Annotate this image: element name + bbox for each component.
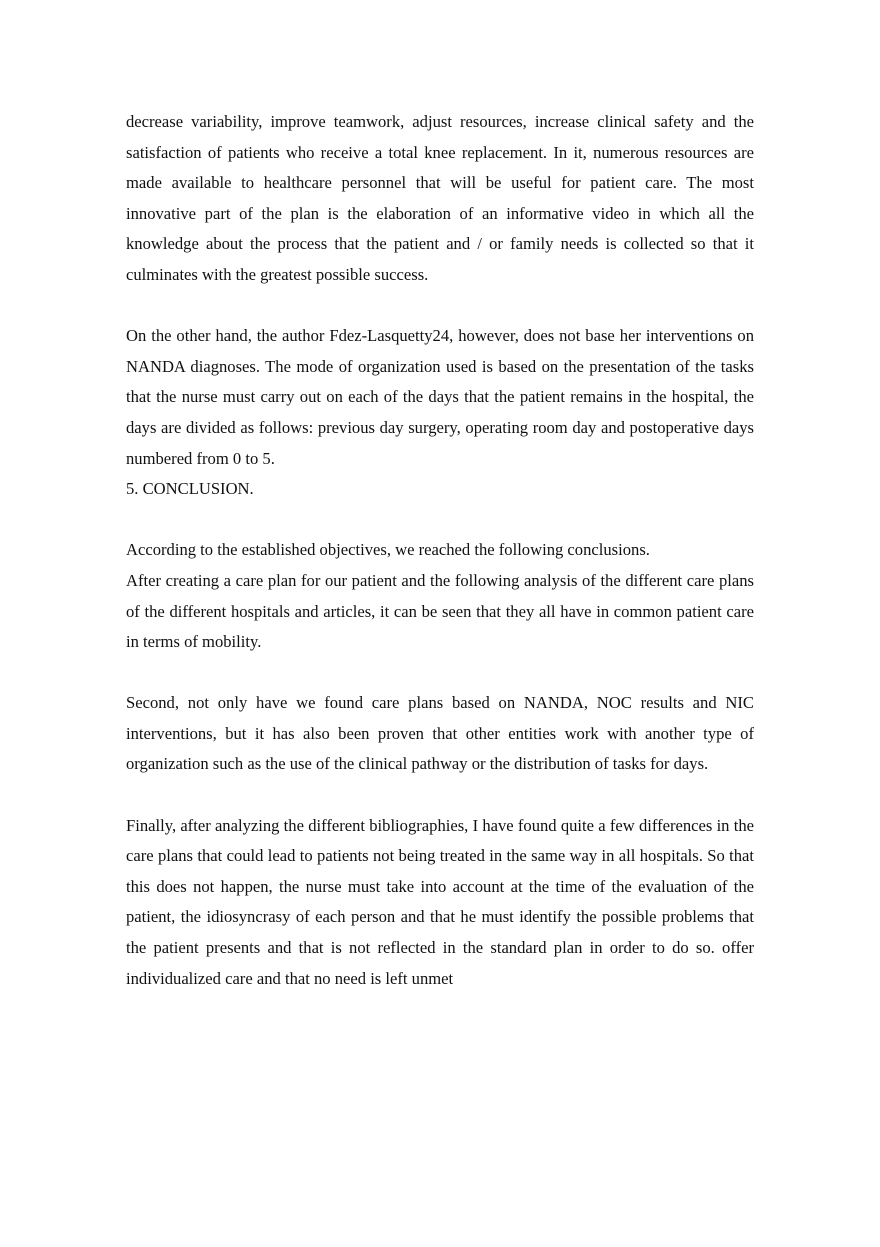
paragraph-fdez-lasquetty: On the other hand, the author Fdez-Lasquetty24, however, does not base her interventions on NANDA diagnoses. The mode of organization used is based on the presentation of the tasks that the nurse must carry out on each of the days that the patient remains in the hospital, the days are divided as follows: previous day surgery, operating room day and postoperative days numbered from 0 to 5. bbox=[126, 326, 754, 468]
paragraph-conclusions-intro: According to the established objectives, we reached the following conclusions. bbox=[126, 540, 650, 560]
paragraph-final-conclusion: Finally, after analyzing the different bibliographies, I have found quite a few differences in the care plans that could lead to patients not being treated in the same way in all hospitals. So that this does not happen, the nurse must take into account at the time of the evaluation of the patient, the idiosyncrasy of each person and that he must identify the possible problems that the patient presents and that is not reflected in the standard plan in order to do so. offer individualized care and that no need is left unmet bbox=[126, 815, 754, 988]
paragraph-second-conclusion: Second, not only have we found care plans based on NANDA, NOC results and NIC interventions, but it has also been proven that other entities work with another type of organization such as the use of the clinical pathway or the distribution of tasks for days. bbox=[126, 693, 754, 774]
paragraph-care-plan-analysis: After creating a care plan for our patient and the following analysis of the different care plans of the different hospitals and articles, it can be seen that they all have in common patient care in terms of mobility. bbox=[126, 570, 754, 652]
document-body bbox=[126, 107, 754, 994]
section-heading-conclusion: 5. CONCLUSION. bbox=[126, 479, 254, 499]
paragraph-clinical-pathway-summary: decrease variability, improve teamwork, adjust resources, increase clinical safety and the satisfaction of patients who receive a total knee replacement. In it, numerous resources are made available to healthcare personnel that will be useful for patient care. The most innovative part of the plan is the elaboration of an informative video in which all the knowledge about the process that the patient and / or family needs is collected so that it culminates with the greatest possible success. bbox=[126, 112, 754, 284]
